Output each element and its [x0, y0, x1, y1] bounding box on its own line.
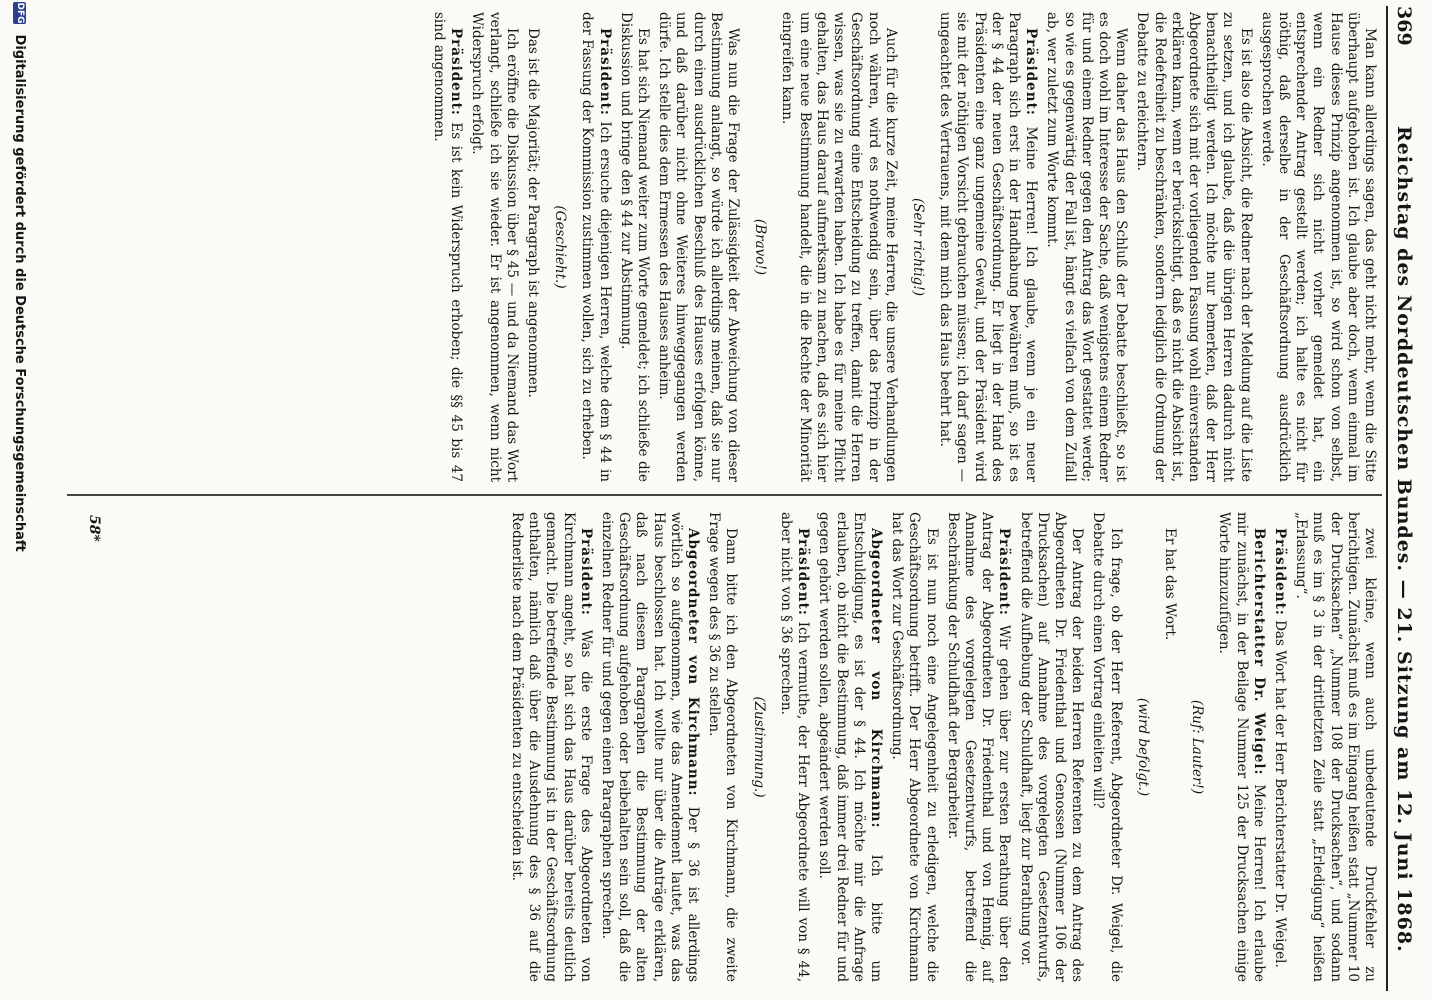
- paragraph: [1215, 512, 1267, 982]
- stage-direction: (Geschieht.): [552, 205, 569, 289]
- paragraph: [1089, 512, 1123, 982]
- speaker-name: Berichterstatter Dr. Weigel:: [1250, 528, 1267, 776]
- right-column: [504, 512, 1378, 982]
- paragraph-text: Es ist also die Absicht, die Redner nach der Meldung auf die Liste zu setzen, und ich glaube, daß die übrigen Herren dadurch nicht benachtheiligt werden. Ich möchte nur bemerken, daß der Herr Abgeordnete sich mit der vorliegenden Fassung wohl einverstanden erklären kann, wenn er berücksichtigt, daß es nicht die Absicht ist, die Redefreiheit zu beschränken, sondern lediglich die Ordnung der Debatte zu erleichtern.: [1134, 12, 1254, 482]
- dfg-logo-icon: DFG: [15, 2, 25, 24]
- speaker-name: Präsident:: [1023, 28, 1040, 116]
- paragraph: [430, 12, 464, 482]
- paragraph: [778, 12, 898, 482]
- paragraph-text: Wir gehen über zur ersten Berathung über den Antrag der Abgeordneten Dr. Friedenthal und von Hennig, auf Annahme des vorgelegten Gesetzentwurfs, betreffend die Beschränkung der Schuldhaft der Bergarbeiter.: [944, 512, 1013, 982]
- paragraph: [1016, 512, 1085, 982]
- paragraph: [1271, 512, 1288, 982]
- running-title: Reichstag des Norddeutschen Bundes. — 21. Sitzung am 12. Juni 1868.: [1393, 126, 1415, 953]
- paragraph: [524, 12, 541, 482]
- paragraph-text: Man kann allerdings sagen, das geht nicht mehr, wenn die Sitte überhaupt aufgehoben ist. Ich glaube aber doch, wenn einmal im Hause dieses Prinzip angenommen ist, so wird schon von selbst, wenn ein Redner sich nicht vorher gemeldet hat, ein entsprechender Antrag gestellt werden; ich halte es nicht für nöthig, daß derselbe in der Geschäftsordnung ausdrücklich ausgesprochen werde.: [1258, 12, 1378, 482]
- paragraph-text: zwei kleine, wenn auch unbedeutende Druckfehler zu berichtigen. Zunächst muß es im Eingang heißen statt „Nummer 10 der Drucksachen“ „Nummer 108 der Drucksachen“, und sodann muß es im § 3 in der drittletzten Zeile statt „Erledigung“ heißen „Erlassung“.: [1293, 512, 1378, 982]
- speaker-name: Präsident:: [577, 528, 594, 616]
- paragraph: [936, 12, 1039, 482]
- digitization-footer: [7, 2, 27, 992]
- paragraph: [888, 512, 940, 982]
- paragraph-text: Wenn daher das Haus den Schluß der Debatte beschließt, so ist es doch wohl im Interesse der Sache, daß wenigstens einem Redner für und einem Redner gegen den Antrag das Wort gestattet werde; so wie es gegenwärtig der Fall ist, hängt es vielfach von dem Zufall ab, wer zuletzt zum Worte kommt.: [1044, 12, 1130, 482]
- paragraph-text: Das Wort hat der Herr Berichterstatter Dr. Weigel.: [1271, 620, 1288, 968]
- paragraph: [944, 512, 1013, 982]
- paragraph-text: Ich ersuche diejenigen Herren, welche dem § 44 in der Fassung der Kommission zustimmen wollen, sich zu erheben.: [579, 12, 613, 482]
- column-divider: [67, 494, 1382, 496]
- signature-mark: 58*: [86, 515, 102, 542]
- left-column: [426, 12, 1378, 482]
- paragraph: [508, 512, 594, 982]
- paragraph: [1258, 12, 1378, 482]
- paragraph-text: Es hat sich Niemand weiter zum Worte gemeldet; ich schließe die Diskussion und bringe den § 44 zur Abstimmung.: [617, 12, 652, 482]
- speaker-name: Präsident:: [448, 28, 465, 116]
- speaker-name: Abgeordneter von Kirchmann:: [685, 528, 702, 797]
- paragraph-text: Was nun die Frage der Zulässigkeit der Abweichung von dieser Bestimmung anlangt, so würde ich allerdings meinen, daß sie nur durch einen ausdrücklichen Beschluß des Hauses erfolgen könne, und daß darüber nicht ohne Weiteres hinweggegangen werden dürfe. Ich stelle dies dem Ermessen des Hauses anheim.: [656, 12, 742, 482]
- stage-direction: (wird befolgt.): [1134, 697, 1151, 797]
- paragraph: [598, 512, 701, 982]
- paragraph-text: Es ist kein Widerspruch erhoben; die §§ 45 bis 47 sind angenommen.: [431, 12, 465, 482]
- paragraph: [617, 12, 651, 482]
- speaker-name: Präsident:: [596, 28, 613, 116]
- header-rule: [1386, 6, 1388, 991]
- page-number: 369: [1393, 6, 1415, 46]
- paragraph-text: Ich frage, ob der Herr Referent, Abgeordneter Dr. Weigel, die Debatte durch einen Vortrag einleiten will?: [1090, 512, 1124, 982]
- stage-direction: (Zustimmung.): [750, 696, 767, 798]
- paragraph: [815, 512, 884, 982]
- stage-direction: (Bravo!): [752, 218, 769, 276]
- paragraph-text: Der Antrag der beiden Herren Referenten zu dem Antrag des Abgeordneten Dr. Friedenthal und Genossen (Nummer 106 der Drucksachen) auf Annahme des vorgelegten Gesetzentwurfs, betreffend die Aufhebung der Schuldhaft, liegt zur Berathung vor.: [1017, 512, 1086, 982]
- paragraph: [1133, 12, 1253, 482]
- paragraph: [578, 12, 612, 482]
- paragraph-text: Er hat das Wort.: [1161, 528, 1178, 641]
- paragraph-text: Das ist die Majorität; der Paragraph ist angenommen.: [525, 28, 542, 398]
- paragraph-text: Was die erste Frage des Abgeordneten von Kirchmann angeht, so hat sich das Haus darüber bereits deutlich gemacht. Die betreffende Bestimmung ist in der Geschäftsordnung enthalten, nämlich daß über die Ausdehnung des § 36 auf die Rednerliste nach dem Präsidenten zu entscheiden ist.: [509, 512, 594, 982]
- paragraph-text: Der § 36 ist allerdings wörtlich so aufgenommen, wie das Amendement lautet, was das Haus beschlossen hat. Ich wollte nur über die Anträge erklären, daß nach diesem Paragraphen die Bestimmung der alten Geschäftsordnung aufgehoben oder beibehalten sein soll, daß die einzelnen Redner für und gegen einen Paragraphen sprechen.: [599, 512, 702, 983]
- footer-text: Digitalisierung gefördert durch die Deutsche Forschungsgemeinschaft: [12, 34, 27, 552]
- paragraph: [655, 12, 741, 482]
- paragraph-text: Ich vermuthe, der Herr Abgeordnete will von § 44, aber nicht von § 36 sprechen.: [777, 512, 812, 982]
- page-header: [1386, 6, 1420, 991]
- speaker-name: Präsident:: [996, 528, 1013, 616]
- speaker-name: Präsident:: [795, 528, 812, 616]
- paragraph-text: Es ist nun noch eine Angelegenheit zu erledigen, welche die Geschäftsordnung betrifft. Der Herr Abgeordnete von Kirchmann hat das Wort zur Geschäftsordnung.: [889, 512, 940, 982]
- paragraph: [705, 512, 739, 982]
- paragraph-text: Auch für die kurze Zeit, meine Herren, die unsere Verhandlungen noch währen, wird es nothwendig sein, über das Prinzip in der Geschäftsordnung eine Entscheidung zu treffen, damit die Herren wissen, was sie zu erwarten haben. Ich habe es für meine Pflicht gehalten, das Haus darauf aufmerksam zu machen, daß es sich hier um eine neue Bestimmung handelt, die in die Rechte der Minorität eingreifen kann.: [779, 12, 899, 482]
- paragraph: [468, 12, 520, 482]
- paragraph-text: Ich eröffne die Diskussion über § 45 — und da Niemand das Wort verlangt, schließe ich sie wieder. Er ist angenommen, wenn nicht Widerspruch erfolgt.: [469, 12, 520, 482]
- speaker-name: Präsident:: [1271, 528, 1288, 616]
- paragraph: [1161, 512, 1178, 982]
- paragraph-text: Ich bitte um Entschuldigung, es ist der § 44. Ich möchte mir die Anfrage erlauben, ob nicht die Bestimmung, daß immer drei Redner für und gegen gehört werden sollen, abgeändert werden soll.: [816, 512, 884, 983]
- stage-direction: (Ruf: Lauter!): [1189, 699, 1206, 795]
- stage-direction: (Sehr richtig!): [909, 197, 926, 297]
- paragraph-text: Meine Herren! Ich glaube, wenn je ein neuer Paragraph sich erst in der Handhabung bewähren muß, so ist es der § 44 der neuen Geschäftsordnung. Er liegt in der Hand des Präsidenten eine ganz ungemeine Gewalt, und der Präsident wird sie mit der nöthigen Vorsicht gebrauchen müssen; ich darf sagen — ungeachtet des Vertrauens, mit dem mich das Haus beehrt hat.: [937, 12, 1040, 482]
- paragraph-text: Dann bitte ich den Abgeordneten von Kirchmann, die zweite Frage wegen des § 36 zu stellen.: [706, 512, 740, 982]
- speaker-name: Abgeordneter von Kirchmann:: [867, 528, 884, 829]
- paragraph: [777, 512, 811, 982]
- paragraph-text: Meine Herren! Ich erlaube mir zunächst, in der Beilage Nummer 125 der Drucksachen einige Worte hinzuzufügen.: [1216, 512, 1267, 982]
- paragraph: [1292, 512, 1378, 982]
- paragraph: [1043, 12, 1129, 482]
